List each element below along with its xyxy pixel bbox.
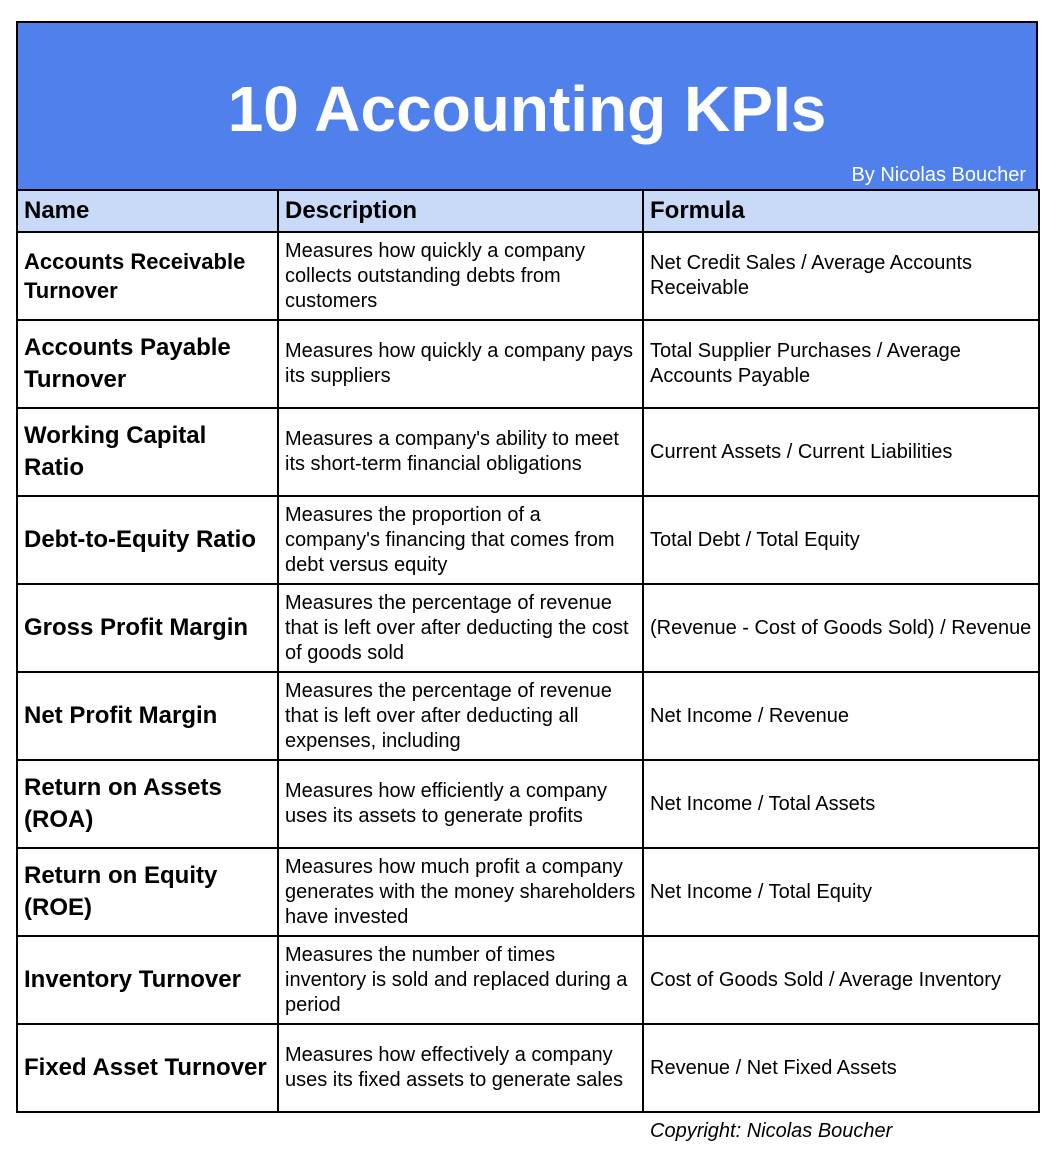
table-row [17,848,1039,936]
kpi-description-cell: Measures how effectively a company uses its fixed assets to generate sales [278,1024,643,1112]
author-byline: By Nicolas Boucher [851,164,1026,186]
kpi-name-cell: Inventory Turnover [17,936,278,1024]
kpi-formula-cell: Revenue / Net Fixed Assets [643,1024,1039,1112]
kpi-description-cell: Measures how quickly a company pays its suppliers [278,320,643,408]
kpi-name-cell: Return on Assets (ROA) [17,760,278,848]
title-band [16,21,1038,189]
kpi-description-cell: Measures how quickly a company collects outstanding debts from customers [278,232,643,320]
table-row [17,1024,1039,1112]
table-row [17,760,1039,848]
table-row [17,320,1039,408]
kpi-name-cell: Fixed Asset Turnover [17,1024,278,1112]
table-header-row [17,190,1039,232]
column-header-name: Name [17,190,278,232]
kpi-formula-cell: Net Income / Total Equity [643,848,1039,936]
kpi-formula-cell: Net Credit Sales / Average Accounts Receivable [643,232,1039,320]
kpi-description-cell [278,672,643,760]
kpi-formula-cell: Current Assets / Current Liabilities [643,408,1039,496]
kpi-name-cell: Accounts Payable Turnover [17,320,278,408]
kpi-formula-cell: Net Income / Revenue [643,672,1039,760]
table-row [17,672,1039,760]
kpi-description-text: Measures the percentage of revenue that is left over after deducting all expenses, including [285,679,612,752]
column-header-formula: Formula [643,190,1039,232]
column-header-description: Description [278,190,643,232]
kpi-table [16,189,1040,1113]
table-row [17,232,1039,320]
kpi-description-cell: Measures how much profit a company generates with the money shareholders have invested [278,848,643,936]
kpi-description-cell: Measures the percentage of revenue that is left over after deducting the cost of goods sold [278,584,643,672]
table-row [17,496,1039,584]
kpi-description-cell: Measures how efficiently a company uses its assets to generate profits [278,760,643,848]
kpi-description-cell: Measures the proportion of a company's financing that comes from debt versus equity [278,496,643,584]
kpi-sheet [16,21,1038,1113]
kpi-name-cell: Net Profit Margin [17,672,278,760]
kpi-description-cell: Measures a company's ability to meet its short-term financial obligations [278,408,643,496]
kpi-formula-cell: Net Income / Total Assets [643,760,1039,848]
kpi-description-cell: Measures the number of times inventory is sold and replaced during a period [278,936,643,1024]
kpi-name-cell: Return on Equity (ROE) [17,848,278,936]
page-title: 10 Accounting KPIs [227,73,827,145]
kpi-formula-cell: (Revenue - Cost of Goods Sold) / Revenue [643,584,1039,672]
kpi-name-cell: Debt-to-Equity Ratio [17,496,278,584]
copyright-notice: Copyright: Nicolas Boucher [650,1120,893,1142]
kpi-name-cell: Accounts Receivable Turnover [17,232,278,320]
kpi-formula-cell: Total Debt / Total Equity [643,496,1039,584]
kpi-formula-cell: Cost of Goods Sold / Average Inventory [643,936,1039,1024]
table-row [17,584,1039,672]
table-row [17,408,1039,496]
kpi-name-cell: Working Capital Ratio [17,408,278,496]
kpi-formula-cell: Total Supplier Purchases / Average Accounts Payable [643,320,1039,408]
table-row [17,936,1039,1024]
kpi-name-cell: Gross Profit Margin [17,584,278,672]
